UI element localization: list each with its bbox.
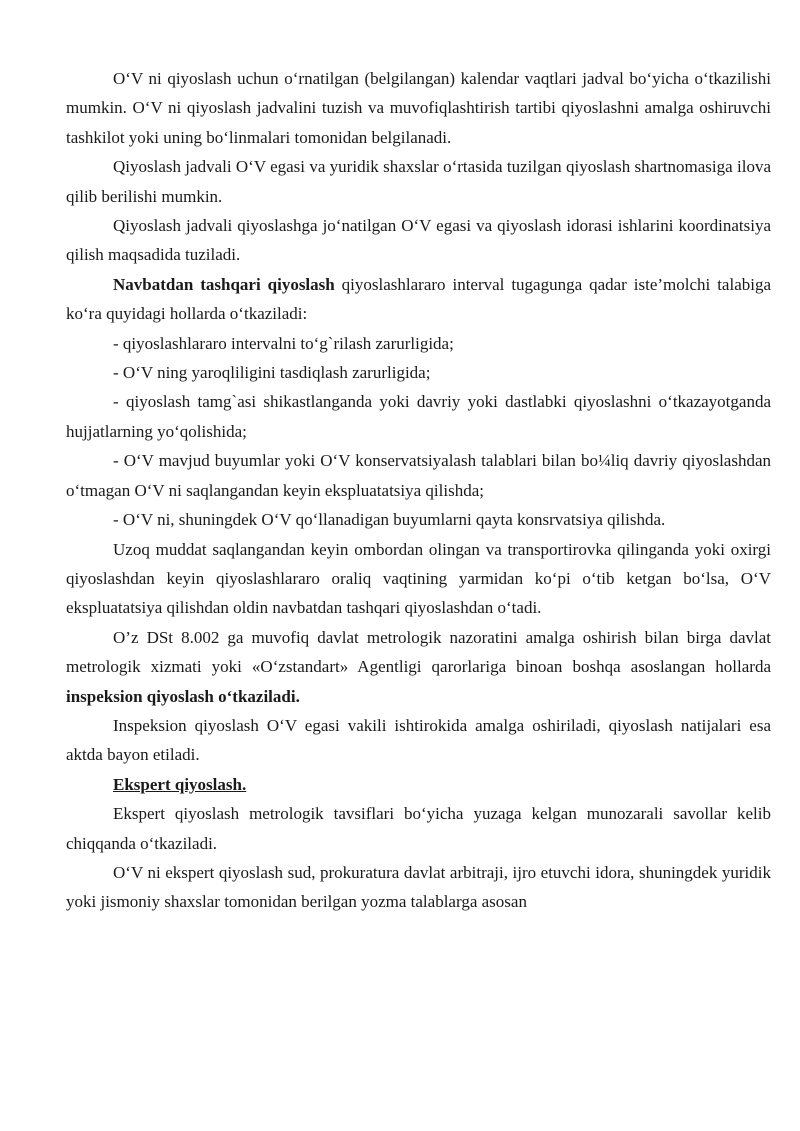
- list-item-after-storage: - O‘V mavjud buyumlar yoki O‘V konservatsiyalash talablari bilan bo¼liq davriy qiyoslashdan o‘tmagan O‘V ni saqlangandan keyin ekspluatatsiya qilishda;: [66, 451, 771, 500]
- paragraph-long-storage: Uzoq muddat saqlangandan keyin ombordan olingan va transportirovka qilinganda yoki oxirgi qiyoslashdan keyin qiyoslashlararo oraliq vaqtining yarmidan ko‘pi o‘tib ketgan bo‘lsa, O‘V ekspluatatsiya qilishdan oldin navbatdan tashqari qiyoslashdan o‘tadi.: [66, 539, 771, 618]
- document-page: [66, 64, 771, 917]
- inspection-verification-text: O’z DSt 8.002 ga muvofiq davlat metrologik nazoratini amalga oshirish bilan birga davlat metrologik xizmati yoki «O‘zstandart» Agentligi qarorlariga binoan boshqa asoslangan hollarda: [66, 627, 771, 677]
- paragraph-schedule-purpose: Qiyoslash jadvali qiyoslashga jo‘natilgan O‘V egasi va qiyoslash idorasi ishlarini koordinatsiya qilish maqsadida tuziladi.: [66, 216, 771, 265]
- paragraph-scheduled-verification: O‘V ni qiyoslash uchun o‘rnatilgan (belgilangan) kalendar vaqtlari jadval bo‘yicha o‘tkazilishi mumkin. O‘V ni qiyoslash jadvalini tuzish va muvofiqlashtirish tartibi qiyoslashni amalga oshiruvchi tashkilot yoki uning bo‘linmalari tomonidan belgilanadi.: [66, 69, 771, 147]
- inspection-verification-term: inspeksion qiyoslash o‘tkaziladi.: [66, 686, 300, 706]
- paragraph-expert-verification: Ekspert qiyoslash metrologik tavsiflari bo‘yicha yuzaga kelgan munozarali savollar kelib chiqqanda o‘tkaziladi.: [66, 804, 771, 853]
- expert-verification-heading: Ekspert qiyoslash.: [113, 774, 247, 794]
- extraordinary-verification-text: qiyoslashlararo interval tugagunga qadar iste’molchi talabiga ko‘ra quyidagi hollarda o‘tkaziladi:: [66, 274, 772, 324]
- list-item-suitability-confirmation: - O‘V ning yaroqliligini tasdiqlash zarurligida;: [113, 363, 431, 383]
- paragraph-inspection-verification: [66, 623, 771, 711]
- list-item-seal-damage: - qiyoslash tamg`asi shikastlanganda yoki davriy yoki dastlabki qiyoslashni o‘tkazayotganda hujjatlarning yo‘qolishida;: [66, 392, 771, 441]
- heading-expert-verification: [66, 770, 771, 799]
- paragraph-verification-schedule: Qiyoslash jadvali O‘V egasi va yuridik shaxslar o‘rtasida tuzilgan qiyoslash shartnomasiga ilova qilib berilishi mumkin.: [66, 157, 771, 206]
- paragraph-expert-verification-basis: O‘V ni ekspert qiyoslash sud, prokuratura davlat arbitraji, ijro etuvchi idora, shuningdek yuridik yoki jismoniy shaxslar tomonidan berilgan yozma talablarga asosan: [66, 862, 771, 912]
- paragraph-extraordinary-verification: [66, 270, 771, 329]
- extraordinary-verification-term: Navbatdan tashqari qiyoslash: [113, 274, 335, 294]
- paragraph-inspection-procedure: Inspeksion qiyoslash O‘V egasi vakili ishtirokida amalga oshiriladi, qiyoslash natijalari esa aktda bayon etiladi.: [66, 715, 771, 765]
- list-item-interval-correction: - qiyoslashlararo intervalni to‘g`rilash zarurligida;: [113, 333, 454, 353]
- list-item-reconservation: - O‘V ni, shuningdek O‘V qo‘llanadigan buyumlarni qayta konsrvatsiya qilishda.: [113, 510, 666, 530]
